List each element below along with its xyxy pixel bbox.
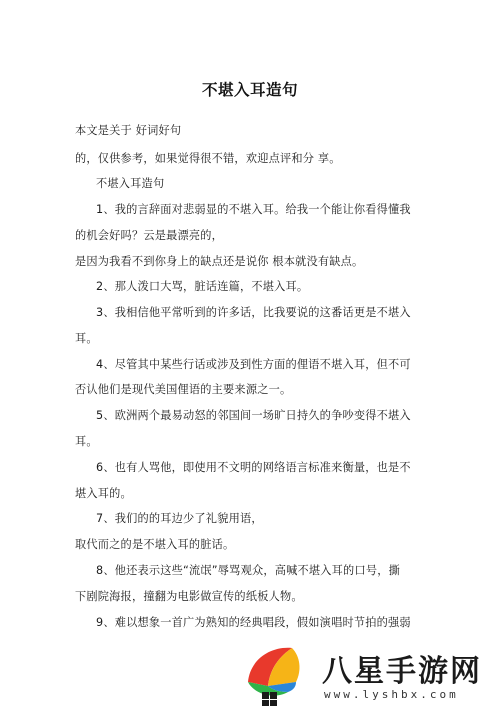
text-line: 3、我相信他平常听到的许多话，比我要说的这番话更是不堪入 <box>96 306 411 319</box>
text-line: 不堪入耳造句 <box>96 177 165 190</box>
site-logo-icon <box>240 642 318 706</box>
text-line: 6、也有人骂他，即使用不文明的网络语言标准来衡量，也是不 <box>96 461 411 474</box>
text-line: 2、那人泼口大骂，脏话连篇，不堪入耳。 <box>96 280 309 293</box>
text-line: 的，仅供参考，如果觉得很不错，欢迎点评和分 享。 <box>75 152 341 165</box>
text-line: 1、我的言辞面对悲弱显的不堪入耳。给我一个能让你看得懂我 <box>96 203 411 216</box>
text-line: 8、他还表示这些“流氓”辱骂观众，高喊不堪入耳的口号，撕 <box>96 564 400 577</box>
site-name: 八星手游网 <box>322 654 482 689</box>
text-line: 否认他们是现代美国俚语的主要来源之一。 <box>75 383 292 396</box>
text-line: 9、难以想象一首广为熟知的经典唱段，假如演唱时节拍的强弱 <box>96 616 411 629</box>
text-line: 7、我们的的耳边少了礼貌用语， <box>96 512 263 525</box>
document-title: 不堪入耳造句 <box>201 81 298 99</box>
text-line: 耳。 <box>75 435 98 448</box>
text-line: 5、欧洲两个最易动怒的邻国间一场旷日持久的争吵变得不堪入 <box>96 409 411 422</box>
text-line: 耳。 <box>75 332 98 345</box>
text-line: 是因为我看不到你身上的缺点还是说你 根本就没有缺点。 <box>75 255 364 268</box>
site-url: www.lyshbx.com <box>324 688 459 701</box>
text-line: 4、尽管其中某些行话或涉及到性方面的俚语不堪入耳，但不可 <box>96 358 411 371</box>
text-line: 堪入耳的。 <box>75 487 132 500</box>
text-line: 取代而之的是不堪入耳的脏话。 <box>75 538 235 551</box>
text-line: 下剧院海报，撞翻为电影做宣传的纸板人物。 <box>75 590 303 603</box>
text-line: 的机会好吗？云是最漂亮的， <box>75 229 224 242</box>
text-line: 本文是关于 好词好句 <box>75 124 182 137</box>
site-watermark <box>240 640 500 708</box>
